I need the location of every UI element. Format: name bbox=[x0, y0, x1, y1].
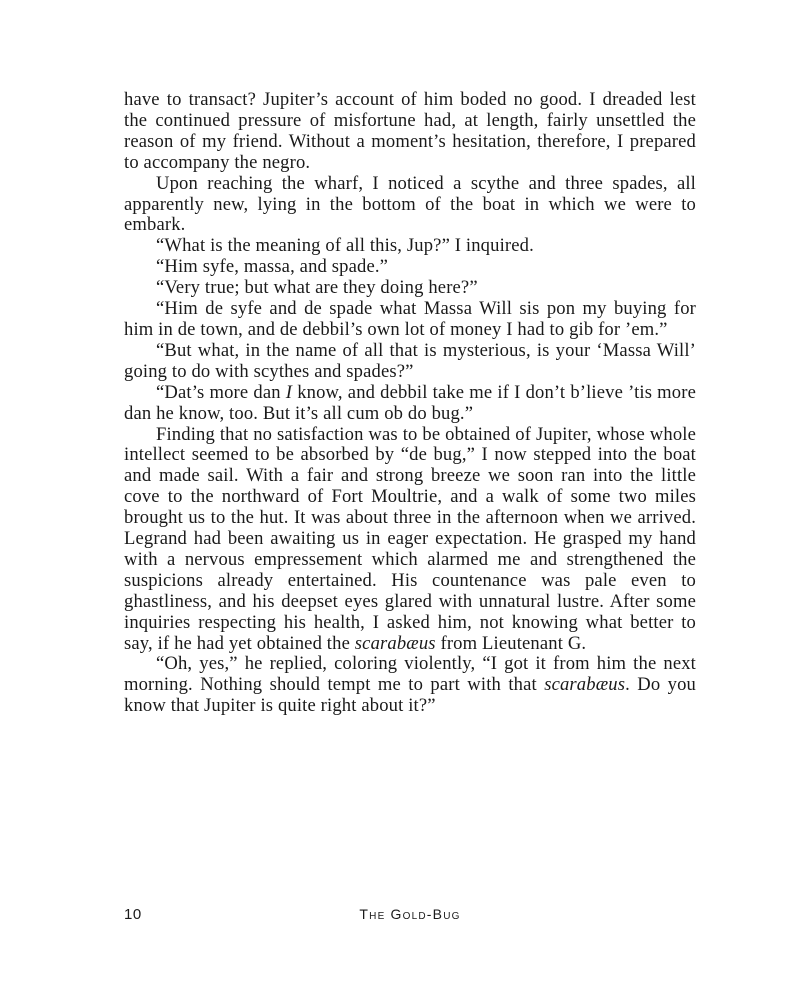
text-run: “Oh, yes,” he replied, coloring violently, “I got it from him the next morning. Nothing should tempt me to part with that bbox=[124, 653, 696, 696]
paragraph bbox=[124, 654, 696, 717]
text-run: know, and debbil take me if I don’t b’lieve ’tis more dan he know, too. But it’s all cum ob do bug.” bbox=[124, 381, 696, 424]
text-run: “Very true; but what are they doing here?” bbox=[156, 277, 478, 299]
italic-text: scarabæus bbox=[544, 674, 626, 696]
running-title: The Gold-Bug bbox=[359, 906, 461, 922]
text-run: from Lieutenant G. bbox=[435, 632, 587, 654]
paragraph bbox=[124, 174, 696, 237]
text-run: have to transact? Jupiter’s account of him boded no good. I dreaded lest the continued pressure of misfortune had, at length, fairly unsettled the reason of my friend. Without a moment’s hesitation, therefore, I prepared to accompany the negro. bbox=[124, 89, 696, 173]
paragraph bbox=[124, 341, 696, 383]
text-run: “But what, in the name of all that is mysterious, is your ‘Massa Will’ going to do with scythes and spades?” bbox=[124, 339, 696, 382]
text-run: “Him de syfe and de spade what Massa Will sis pon my buying for him in de town, and de debbil’s own lot of money I had to gib for ’em.” bbox=[124, 298, 696, 340]
text-run: . Do you know that Jupiter is quite right about it?” bbox=[124, 674, 696, 717]
body-text bbox=[124, 90, 696, 717]
paragraph bbox=[124, 278, 696, 299]
paragraph bbox=[124, 236, 696, 257]
italic-text: I bbox=[285, 381, 293, 403]
text-run: “What is the meaning of all this, Jup?” I inquired. bbox=[156, 235, 534, 257]
italic-text: scarabæus bbox=[354, 632, 436, 654]
paragraph bbox=[124, 425, 696, 655]
page-body bbox=[124, 90, 696, 717]
paragraph bbox=[124, 299, 696, 341]
paragraph bbox=[124, 90, 696, 174]
text-run: Upon reaching the wharf, I noticed a scythe and three spades, all apparently new, lying in the bottom of the boat in which we were to embark. bbox=[124, 172, 696, 236]
paragraph bbox=[124, 383, 696, 425]
page-number: 10 bbox=[124, 906, 142, 923]
page-footer bbox=[124, 906, 696, 930]
paragraph bbox=[124, 257, 696, 278]
text-run: Finding that no satisfaction was to be obtained of Jupiter, whose whole intellect seemed to be absorbed by “de bug,” I now stepped into the boat and made sail. With a fair and strong breeze we soon ran into the little cove to the northward of Fort Moultrie, and a walk of some two miles brought us to the hut. It was about three in the afternoon when we arrived. Legrand had been awaiting us in eager expectation. He grasped my hand with a nervous empressement which alarmed me and strengthened the suspicions already entertained. His countenance was pale even to ghastliness, and his deepset eyes glared with unnatural lustre. After some inquiries respecting his health, I asked him, not knowing what better to say, if he had yet obtained the bbox=[124, 423, 696, 654]
text-run: “Dat’s more dan bbox=[156, 381, 286, 403]
text-run: “Him syfe, massa, and spade.” bbox=[156, 256, 389, 278]
